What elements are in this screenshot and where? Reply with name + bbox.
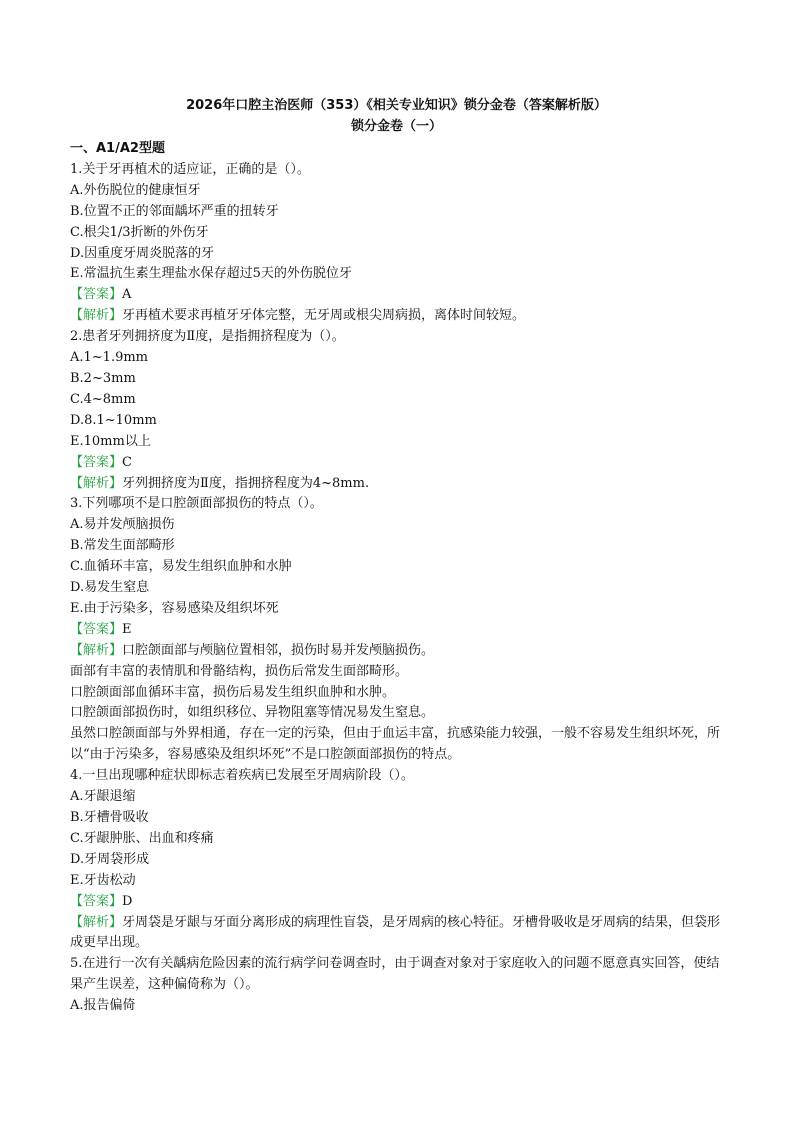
analysis-text: 牙列拥挤度为Ⅱ度，指拥挤程度为4~8mm. — [122, 475, 370, 491]
document-subtitle: 锁分金卷（一） — [350, 119, 442, 134]
question-2-analysis — [70, 474, 722, 495]
question-4-stem: 4.一旦出现哪种症状即标志着疾病已发展至牙周病阶段（）。 — [70, 768, 414, 784]
question-3-option-c: C.血循环丰富，易发生组织血肿和水肿 — [70, 559, 292, 575]
question-2-stem: 2.患者牙列拥挤度为Ⅱ度，是指拥挤程度为（）。 — [70, 329, 345, 345]
analysis-tag: 【解析】 — [70, 914, 123, 930]
document-body — [70, 139, 722, 1017]
question-3-option-e: E.由于污染多，容易感染及组织坏死 — [70, 600, 279, 616]
analysis-text: 口腔颌面部与颅脑位置相邻，损伤时易并发颅脑损伤。 — [122, 642, 435, 658]
question-3-analysis-line-3: 口腔颌面部血循环丰富，损伤后易发生组织血肿和水肿。 — [70, 684, 396, 700]
document-title: 2026年口腔主治医师（353）《相关专业知识》锁分金卷（答案解析版） — [186, 98, 607, 113]
question-1-option-b: B.位置不正的邻面龋坏严重的扭转牙 — [70, 203, 279, 219]
question-3-option-b: B.常发生面部畸形 — [70, 538, 175, 554]
question-2-answer — [70, 453, 722, 474]
question-5-option-a: A.报告偏倚 — [70, 998, 136, 1014]
question-3-analysis-line-5: 虽然口腔颌面部与外界相通，存在一定的污染，但由于血运丰富，抗感染能力较强，一般不容易发生组织坏死，所以“由于污染多，容易感染及组织坏死”不是口腔颌面部损伤的特点。 — [70, 726, 721, 763]
question-1-option-d: D.因重度牙周炎脱落的牙 — [70, 245, 215, 261]
question-4-option-d: D.牙周袋形成 — [70, 851, 150, 867]
answer-tag: 【答案】 — [70, 454, 123, 470]
question-1-stem: 1.关于牙再植术的适应证，正确的是（）。 — [70, 161, 310, 177]
analysis-tag: 【解析】 — [70, 642, 123, 658]
question-2-option-b: B.2~3mm — [70, 370, 136, 386]
analysis-tag: 【解析】 — [70, 308, 123, 324]
question-3-option-a: A.易并发颅脑损伤 — [70, 517, 175, 533]
question-4-option-b: B.牙槽骨吸收 — [70, 810, 149, 825]
question-4-analysis — [70, 913, 722, 955]
analysis-tag: 【解析】 — [70, 475, 123, 491]
answer-value: C — [122, 454, 132, 470]
question-4-option-e: E.牙齿松动 — [70, 872, 136, 888]
question-3-answer — [70, 620, 722, 641]
answer-value: A — [122, 287, 132, 303]
answer-tag: 【答案】 — [70, 287, 123, 303]
question-4-option-c: C.牙龈肿胀、出血和疼痛 — [70, 830, 214, 846]
question-2-option-a: A.1~1.9mm — [70, 350, 149, 366]
question-1-option-c: C.根尖1/3折断的外伤牙 — [70, 224, 209, 240]
question-2-option-c: C.4~8mm — [70, 391, 136, 407]
question-1-option-e: E.常温抗生素生理盐水保存超过5天的外伤脱位牙 — [70, 266, 352, 282]
question-3-option-d: D.易发生窒息 — [70, 580, 150, 596]
analysis-text: 牙周袋是牙龈与牙面分离形成的病理性盲袋，是牙周病的核心特征。牙槽骨吸收是牙周病的结果，但袋形成更早出现。 — [70, 914, 721, 951]
question-1-answer — [70, 285, 722, 306]
question-2-option-d: D.8.1~10mm — [70, 412, 157, 428]
question-3-analysis-line-2: 面部有丰富的表情肌和骨骼结构，损伤后常发生面部畸形。 — [70, 663, 409, 679]
section-heading: 一、A1/A2型题 — [70, 141, 165, 156]
question-3-stem: 3.下列哪项不是口腔颌面部损伤的特点（）。 — [70, 496, 323, 512]
question-1-analysis — [70, 306, 722, 327]
question-4-answer — [70, 892, 722, 913]
question-2-option-e: E.10mm以上 — [70, 433, 151, 449]
question-3-analysis — [70, 641, 722, 662]
question-1-option-a: A.外伤脱位的健康恒牙 — [70, 182, 201, 198]
analysis-text: 牙再植术要求再植牙牙体完整，无牙周或根尖周病损，离体时间较短。 — [122, 308, 526, 324]
question-3-analysis-line-4: 口腔颌面部损伤时，如组织移位、异物阻塞等情况易发生窒息。 — [70, 705, 435, 721]
answer-tag: 【答案】 — [70, 621, 123, 637]
question-4-option-a: A.牙龈退缩 — [70, 789, 136, 805]
question-5-stem: 5.在进行一次有关龋病危险因素的流行病学问卷调查时，由于调查对象对于家庭收入的问题不愿意真实回答，使结果产生误差，这种偏倚称为（）。 — [70, 956, 720, 993]
answer-value: D — [122, 893, 133, 909]
answer-tag: 【答案】 — [70, 893, 123, 909]
answer-value: E — [122, 621, 132, 637]
